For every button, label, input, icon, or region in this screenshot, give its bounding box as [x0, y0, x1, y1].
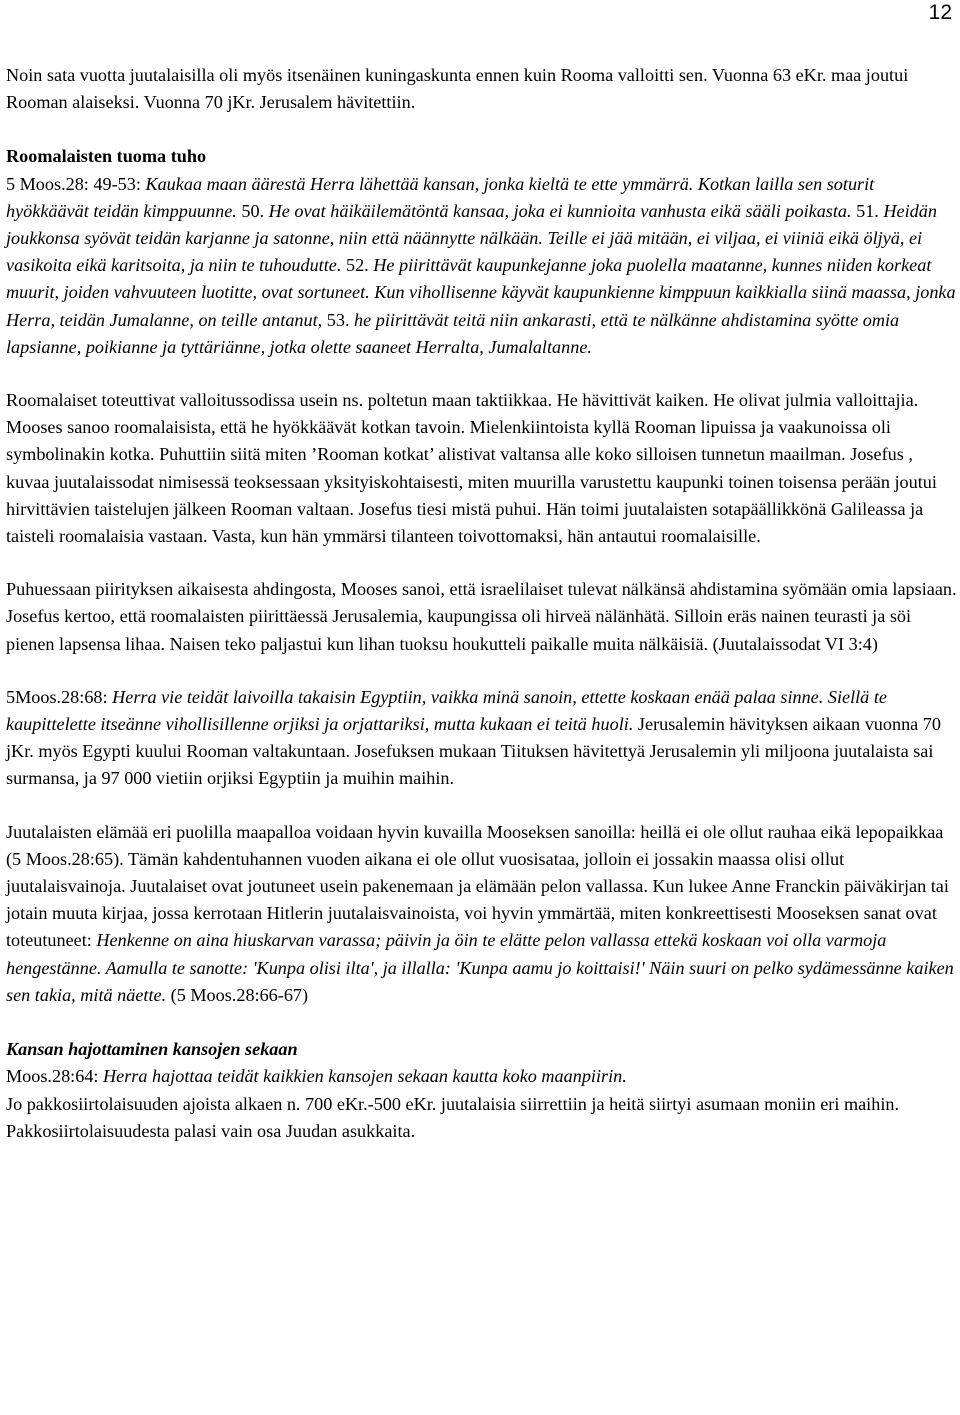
page-number: 12 [928, 1, 952, 24]
paragraph-exile: Jo pakkosiirtolaisuuden ajoista alkaen n. 700 eKr.-500 eKr. juutalaisia siirrettiin ja heitä siirtyi asumaan moniin eri maihin. Pakkosiirtolaisuudesta palasi vain osa Juudan asukkaita. [6, 1093, 900, 1141]
verse-text: Herra vie teidät laivoilla takaisin Egyptiin, vaikka minä sanoin, ettette koskaan enää palaa sinne. Siellä te kaupittelette itseänne vihollisillenne orjiksi ja orjattariksi, mutta kukaan ei teitä huoli. [6, 686, 887, 735]
paragraph-egypt-slavery [6, 684, 960, 793]
verse-text: he piirittävät teitä niin ankarasti, että te nälkänne ahdistamina syötte omia lapsianne, poikianne ja tyttäriänne, jotka olette saaneet Herralta, Jumalaltanne. [6, 309, 900, 357]
verse-number: 50. [241, 200, 265, 221]
scripture-reference: Moos.28:64: [6, 1066, 99, 1087]
verse-text: He piirittävät kaupunkejanne joka puolella maatanne, kunnes niiden korkeat muurit, joiden vahvuuteen luotitte, ovat sortuneet. Kun vihollisenne käyvät kaupunkienne kimppuun kaikkialla siinä maassa, jonka Herra, teidän Jumalanne, on teille antanut, [6, 255, 956, 330]
paragraph-siege-famine: Puhuessaan piirityksen aikaisesta ahdingosta, Mooses sanoi, että israelilaiset tulevat nälkänsä ahdistamina syömään omia lapsiaan. Josefus kertoo, että roomalaisten piirittäessä Jerusalemia, kaupungissa oli hirveä nälänhätä. Silloin eräs nainen teurasti ja söi pienen lapsensa lihaa. Naisen teko paljastui kun lihan tuoksu houkutteli paikalle muita nälkäisiä. (Juutalaissodat VI 3:4) [6, 579, 957, 654]
verse-text: Kaukaa maan äärestä Herra lähettää kansan, jonka kieltä te ette ymmärrä. Kotkan lailla sen soturit hyökkäävät teidän kimppuunne. [6, 173, 875, 221]
section-heading-roman-destruction: Roomalaisten tuoma tuho [6, 146, 207, 167]
section-heading-dispersion: Kansan hajottaminen kansojen sekaan [6, 1039, 298, 1060]
paragraph-text: Juutalaisten elämää eri puolilla maapalloa voidaan hyvin kuvailla Mooseksen sanoilla: heillä ei ole ollut rauhaa eikä lepopaikkaa (5 Moos.28:65). Tämän kahdentuhannen vuoden aikana ei ole ollut vuosisataa, jolloin ei jossakin maassa olisi ollut juutalaisvainoja. Juutalaiset ovat joutuneet usein pakenemaan ja elämään pelon vallassa. Kun lukee Anne Franckin päiväkirjan tai jotain muuta kirjaa, jossa kerrotaan Hitlerin juutalaisvainoista, voi hyvin ymmärtää, miten konkreettisesti Mooseksen sanat ovat toteutuneet: [6, 821, 949, 951]
verse-number: 51. [856, 200, 879, 221]
paragraph-jewish-persecution [6, 819, 960, 1009]
document-body [6, 62, 960, 1145]
scripture-reference: (5 Moos.28:66-67) [166, 984, 309, 1005]
scripture-paragraph-deut-28-49 [6, 171, 960, 361]
verse-text: Herra hajottaa teidät kaikkien kansojen sekaan kautta koko maanpiirin. [98, 1066, 627, 1087]
verse-number: 52. [345, 255, 369, 276]
verse-number: 53. [326, 309, 350, 330]
intro-paragraph: Noin sata vuotta juutalaisilla oli myös itsenäinen kuningaskunta ennen kuin Rooma valloitti sen. Vuonna 63 eKr. maa joutui Rooman alaiseksi. Vuonna 70 jKr. Jerusalem hävitettiin. [6, 65, 909, 113]
scripture-reference: 5Moos.28:68: [6, 686, 108, 707]
scripture-paragraph-deut-28-64 [6, 1063, 960, 1090]
scripture-reference: 5 Moos.28: 49-53: [6, 173, 141, 194]
paragraph-roman-tactics: Roomalaiset toteuttivat valloitussodissa usein ns. poltetun maan taktiikkaa. He hävittivät kaiken. He olivat julmia valloittajia. Mooses sanoo roomalaisista, että he hyökkäävät kotkan tavoin. Mielenkiintoista kyllä Rooman lipuissa ja vaakunoissa oli symbolinakin kotka. Puhuttiin siitä miten ’Rooman kotkat’ alistivat valtansa alle koko silloisen tunnetun maailman. Josefus , kuvaa juutalaissodat nimisessä teoksessaan yksityiskohtaisesti, miten muurilla varustettu kaupunki toinen toisensa perään joutui hirvittävien taistelujen jälkeen Rooman valtaan. Josefus tiesi mistä puhui. Hän toimi juutalaisten sotapäällikkönä Galileassa ja taisteli roomalaisia vastaan. Vasta, kun hän ymmärsi tilanteen toivottomaksi, hän antautui roomalaisille. [6, 390, 937, 547]
paragraph-text: Jerusalemin hävityksen aikaan vuonna 70 jKr. myös Egypti kuului Rooman valtakuntaan. Josefuksen mukaan Tiituksen hävitettyä Jerusalemin yli miljoona juutalaista sai surmansa, ja 97 000 vietiin orjiksi Egyptiin ja muihin maihin. [6, 714, 941, 789]
verse-text: Henkenne on aina hiuskarvan varassa; päivin ja öin te elätte pelon vallassa ettekä koskaan voi olla varmoja hengestänne. Aamulla te sanotte: 'Kunpa olisi ilta', ja illalla: 'Kunpa aamu jo koittaisi!' Näin suuri on pelko sydämessänne kaiken sen takia, mitä näette. [6, 930, 954, 1005]
verse-text: Heidän joukkonsa syövät teidän karjanne ja satonne, niin että näännytte nälkään. Teille ei jää mitään, ei viljaa, ei viiniä eikä öljyä, ei vasikoita eikä karitsoita, ja niin te tuhoudutte. [6, 200, 937, 276]
verse-text: He ovat häikäilemätöntä kansaa, joka ei kunnioita vanhusta eikä sääli poikasta. [264, 200, 857, 221]
